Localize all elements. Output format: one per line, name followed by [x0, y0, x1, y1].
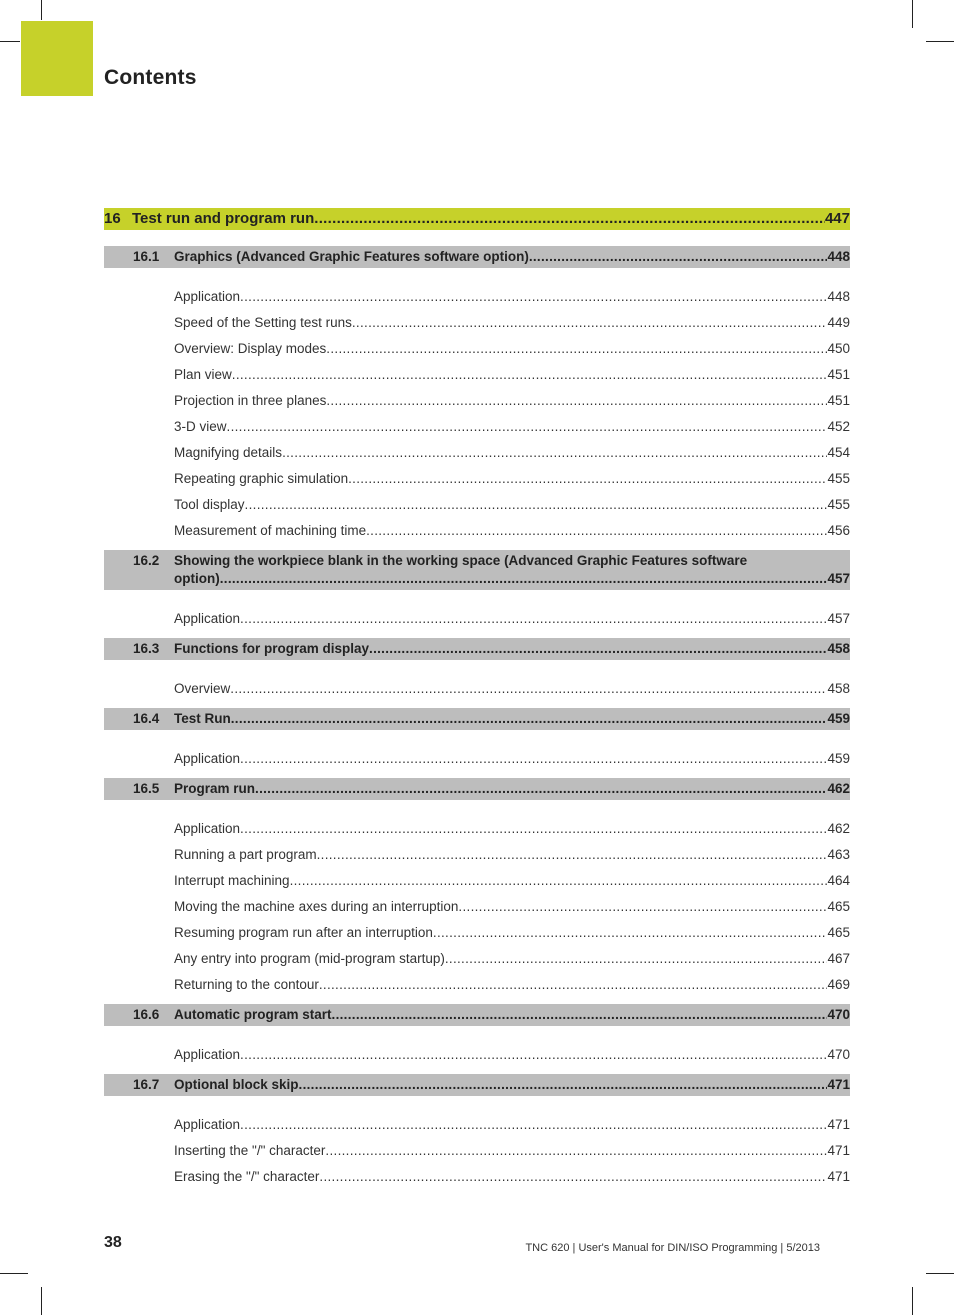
entry-title: Resuming program run after an interruption [174, 925, 433, 940]
dot-leader [282, 440, 827, 466]
entry-title: Erasing the "/" character [174, 1169, 320, 1184]
entry-page: 464 [827, 873, 850, 888]
entry-title: Projection in three planes [174, 393, 327, 408]
entry-title: Application [174, 1047, 241, 1062]
section-title: Automatic program start [174, 1007, 332, 1022]
entry-page: 462 [827, 821, 850, 836]
section-number: 16.1 [133, 249, 160, 264]
dot-leader [352, 310, 828, 336]
entry-title: Interrupt machining [174, 873, 290, 888]
section-heading[interactable] [104, 1004, 850, 1026]
toc-entry[interactable] [174, 284, 850, 310]
entry-title: Tool display [174, 497, 245, 512]
dot-leader [348, 466, 827, 492]
page-title: Contents [104, 66, 197, 89]
toc-entry[interactable] [174, 414, 850, 440]
toc-entry[interactable] [174, 606, 850, 632]
page-number: 38 [104, 1234, 122, 1251]
dot-leader [314, 208, 825, 230]
entry-title: Any entry into program (mid-program startup) [174, 951, 445, 966]
dot-leader [366, 518, 827, 544]
crop-mark [41, 1287, 42, 1315]
crop-mark [926, 41, 954, 42]
entry-page: 458 [827, 681, 850, 696]
section-heading[interactable] [104, 638, 850, 660]
dot-leader [319, 1164, 827, 1190]
toc-entry[interactable] [174, 1138, 850, 1164]
toc-entry[interactable] [174, 388, 850, 414]
entry-title: Repeating graphic simulation [174, 471, 349, 486]
entry-title: Moving the machine axes during an interruption [174, 899, 459, 914]
dot-leader [317, 842, 828, 868]
entry-title: Magnifying details [174, 445, 283, 460]
toc-entry[interactable] [174, 842, 850, 868]
section-page: 470 [827, 1007, 850, 1022]
section-page: 448 [827, 249, 850, 264]
dot-leader [240, 1112, 827, 1138]
chapter-page: 447 [824, 210, 850, 227]
entry-title: Returning to the contour [174, 977, 319, 992]
toc-entry[interactable] [174, 440, 850, 466]
dot-leader [445, 946, 828, 972]
toc-entry[interactable] [174, 1164, 850, 1190]
crop-mark [0, 41, 20, 42]
entry-title: Plan view [174, 367, 232, 382]
entry-page: 459 [827, 751, 850, 766]
section-title-line-1: Showing the workpiece blank in the working space (Advanced Graphic Features software [174, 553, 748, 568]
toc-entry[interactable] [174, 310, 850, 336]
section-title: Test Run [174, 711, 231, 726]
section-number: 16.3 [133, 641, 160, 656]
dot-leader [255, 780, 827, 798]
entry-page: 457 [827, 611, 850, 626]
dot-leader [299, 1076, 828, 1094]
entry-page: 456 [827, 523, 850, 538]
section-page: 459 [827, 711, 850, 726]
dot-leader [240, 746, 827, 772]
entry-page: 463 [827, 847, 850, 862]
crop-mark [912, 0, 913, 28]
entry-page: 448 [827, 289, 850, 304]
section-title: Functions for program display [174, 641, 370, 656]
dot-leader [458, 894, 827, 920]
toc-entry[interactable] [174, 518, 850, 544]
dot-leader [319, 972, 828, 998]
section-title: Graphics (Advanced Graphic Features software option) [174, 249, 529, 264]
table-of-contents [104, 208, 850, 1196]
dot-leader [290, 868, 828, 894]
entry-page: 451 [827, 393, 850, 408]
toc-entry[interactable] [174, 920, 850, 946]
entry-page: 465 [827, 925, 850, 940]
section-title-line-2: option) [174, 571, 220, 586]
section-title: Optional block skip [174, 1077, 299, 1092]
dot-leader [369, 640, 827, 658]
entry-page: 452 [827, 419, 850, 434]
section-heading[interactable] [104, 778, 850, 800]
crop-mark [41, 0, 42, 20]
entry-title: Application [174, 821, 241, 836]
entry-page: 467 [827, 951, 850, 966]
entry-page: 471 [827, 1169, 850, 1184]
entry-page: 451 [827, 367, 850, 382]
entry-title: 3-D view [174, 419, 227, 434]
entry-page: 450 [827, 341, 850, 356]
dot-leader [240, 816, 827, 842]
entry-title: Application [174, 289, 241, 304]
chapter-heading[interactable] [104, 208, 850, 230]
entry-title: Application [174, 751, 241, 766]
toc-entry[interactable] [174, 746, 850, 772]
chapter-tab [21, 21, 93, 96]
entry-page: 470 [827, 1047, 850, 1062]
dot-leader [227, 414, 828, 440]
dot-leader [240, 284, 827, 310]
entry-title: Application [174, 1117, 241, 1132]
section-number: 16.5 [133, 781, 160, 796]
dot-leader [245, 492, 828, 518]
toc-entry[interactable] [174, 676, 850, 702]
toc-entry[interactable] [174, 466, 850, 492]
entry-title: Inserting the "/" character [174, 1143, 326, 1158]
section-number: 16.2 [133, 553, 160, 568]
toc-entry[interactable] [174, 1042, 850, 1068]
entry-title: Application [174, 611, 241, 626]
footer-text: TNC 620 | User's Manual for DIN/ISO Programming | 5/2013 [525, 1242, 820, 1254]
entry-page: 455 [827, 471, 850, 486]
section-page: 458 [827, 641, 850, 656]
entry-title: Running a part program [174, 847, 317, 862]
entry-title: Speed of the Setting test runs [174, 315, 352, 330]
entry-title: Overview [174, 681, 231, 696]
toc-entry[interactable] [174, 868, 850, 894]
toc-entry[interactable] [174, 492, 850, 518]
dot-leader [326, 336, 827, 362]
entry-page: 454 [827, 445, 850, 460]
toc-entry[interactable] [174, 816, 850, 842]
section-page: 462 [827, 781, 850, 796]
dot-leader [240, 606, 827, 632]
dot-leader [326, 388, 827, 414]
entry-title: Overview: Display modes [174, 341, 327, 356]
section-heading[interactable] [104, 550, 850, 590]
dot-leader [231, 710, 828, 728]
dot-leader [232, 362, 828, 388]
entry-page: 471 [827, 1117, 850, 1132]
crop-mark [0, 1273, 28, 1274]
crop-mark [912, 1287, 913, 1315]
section-number: 16.6 [133, 1007, 160, 1022]
toc-entry[interactable] [174, 894, 850, 920]
dot-leader [240, 1042, 827, 1068]
entry-page: 455 [827, 497, 850, 512]
crop-mark [926, 1273, 954, 1274]
toc-entry[interactable] [174, 336, 850, 362]
dot-leader [230, 676, 827, 702]
section-heading[interactable] [104, 246, 850, 268]
toc-entry[interactable] [174, 946, 850, 972]
dot-leader [433, 920, 828, 946]
chapter-title: Test run and program run [132, 210, 315, 227]
dot-leader [529, 248, 828, 266]
section-heading[interactable] [104, 1074, 850, 1096]
chapter-number: 16 [104, 210, 121, 227]
dot-leader [325, 1138, 827, 1164]
toc-entry[interactable] [174, 1112, 850, 1138]
toc-entry[interactable] [174, 362, 850, 388]
section-title: Program run [174, 781, 256, 796]
section-page: 471 [827, 1077, 850, 1092]
entry-page: 449 [827, 315, 850, 330]
entry-page: 465 [827, 899, 850, 914]
entry-page: 469 [827, 977, 850, 992]
dot-leader [332, 1006, 828, 1024]
section-number: 16.7 [133, 1077, 160, 1092]
toc-entry[interactable] [174, 972, 850, 998]
section-page: 457 [827, 571, 850, 586]
entry-page: 471 [827, 1143, 850, 1158]
dot-leader [220, 570, 828, 588]
section-number: 16.4 [133, 711, 160, 726]
entry-title: Measurement of machining time [174, 523, 367, 538]
section-heading[interactable] [104, 708, 850, 730]
